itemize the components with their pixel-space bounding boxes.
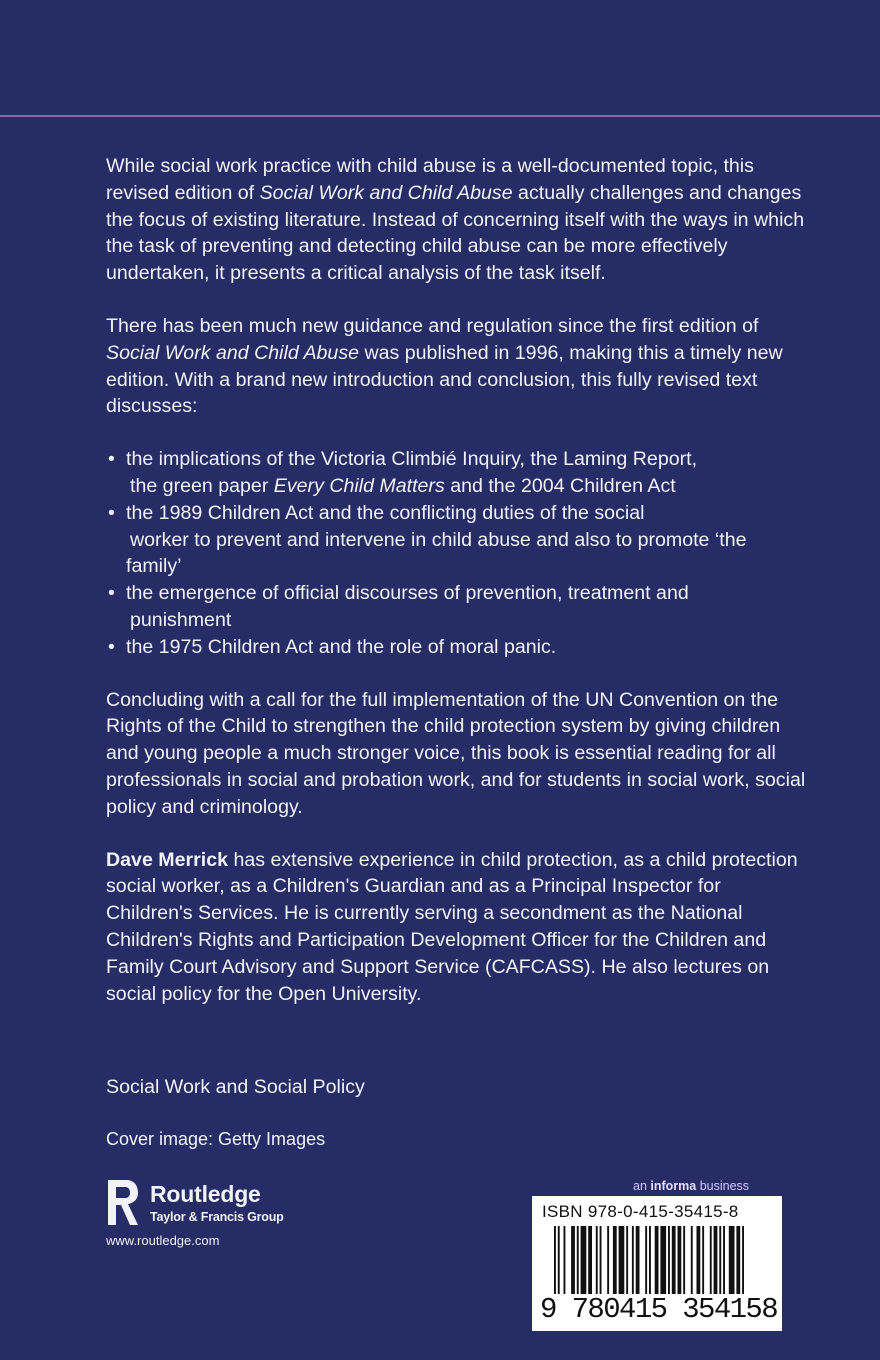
author-name: Dave Merrick bbox=[106, 848, 228, 871]
blurb-paragraph-2 bbox=[106, 313, 806, 420]
p2-text-cont: was published in 1996, making this a timely new edition. With a brand new introduction and conclusion, this fully revised text discusses: bbox=[106, 341, 783, 418]
book-title-italic: Social Work and Child Abuse bbox=[259, 181, 513, 204]
publisher-logo bbox=[101, 1178, 304, 1248]
publisher-url: www.routledge.com bbox=[106, 1233, 220, 1248]
informa-tagline: an informa business bbox=[633, 1179, 750, 1193]
bullet-icon: • bbox=[108, 635, 115, 658]
publisher-name: Routledge bbox=[150, 1181, 261, 1207]
blurb-body bbox=[106, 153, 806, 1033]
publisher-group: Taylor & Francis Group bbox=[150, 1210, 284, 1224]
p1-text: While social work practice with child abuse is a well-documented topic, this revised edition of bbox=[106, 155, 754, 204]
svg-text:ROUTLEDGE: ROUTLEDGE bbox=[101, 1188, 107, 1226]
topic-list bbox=[106, 446, 806, 660]
list-item: • the 1975 Children Act and the role of moral panic. bbox=[106, 634, 806, 661]
barcode bbox=[532, 1196, 782, 1331]
author-bio: Dave Merrick has extensive experience in child protection, as a child protection social worker, as a Children's Guardian and as a Principal Inspector for Children's Services. He is currently serving a secondment as the National Children's Rights and Participation Development Officer for the Children and Family Court Advisory and Support Service (CAFCASS). He also lectures on social policy for the Open University. bbox=[106, 848, 798, 1005]
list-item: • the 1989 Children Act and the conflicting duties of the social worker to prevent and intervene in child abuse and also to promote ‘the family’ bbox=[108, 501, 747, 578]
bullet-icon: • bbox=[108, 582, 115, 605]
bullet-icon: • bbox=[108, 448, 115, 471]
list-item: • the implications of the Victoria Climbié Inquiry, the Laming Report, the green paper Every Child Matters and the 2004 Children Act bbox=[108, 448, 698, 497]
p2-text: There has been much new guidance and regulation since the first edition of bbox=[106, 314, 759, 337]
barcode-bars bbox=[554, 1226, 764, 1296]
bullet-icon: • bbox=[108, 501, 115, 524]
barcode-digits: 9 780415 354158 bbox=[540, 1293, 778, 1326]
blurb-paragraph-3: Concluding with a call for the full implementation of the UN Convention on the Rights of the Child to strengthen the child protection system by giving children and young people a much stronger voice, this book is essential reading for all professionals in social and probation work, and for students in social work, social policy and criminology. bbox=[106, 688, 806, 818]
routledge-mark-icon bbox=[101, 1178, 142, 1228]
p1-text-cont: actually challenges and changes the focus of existing literature. Instead of concerning itself with the ways in which the task of preventing and detecting child abuse can be more effectively undertaken, it presents a critical analysis of the task itself. bbox=[106, 181, 805, 285]
top-divider-rule bbox=[0, 115, 880, 117]
list-item: • the emergence of official discourses of prevention, treatment and punishment bbox=[108, 582, 689, 631]
cover-credit: Cover image: Getty Images bbox=[106, 1129, 326, 1149]
blurb-paragraph-1 bbox=[106, 153, 806, 287]
isbn-label: ISBN 978-0-415-35415-8 bbox=[542, 1202, 739, 1221]
book-title-italic: Social Work and Child Abuse bbox=[106, 341, 360, 364]
series-label: Social Work and Social Policy bbox=[106, 1076, 365, 1098]
